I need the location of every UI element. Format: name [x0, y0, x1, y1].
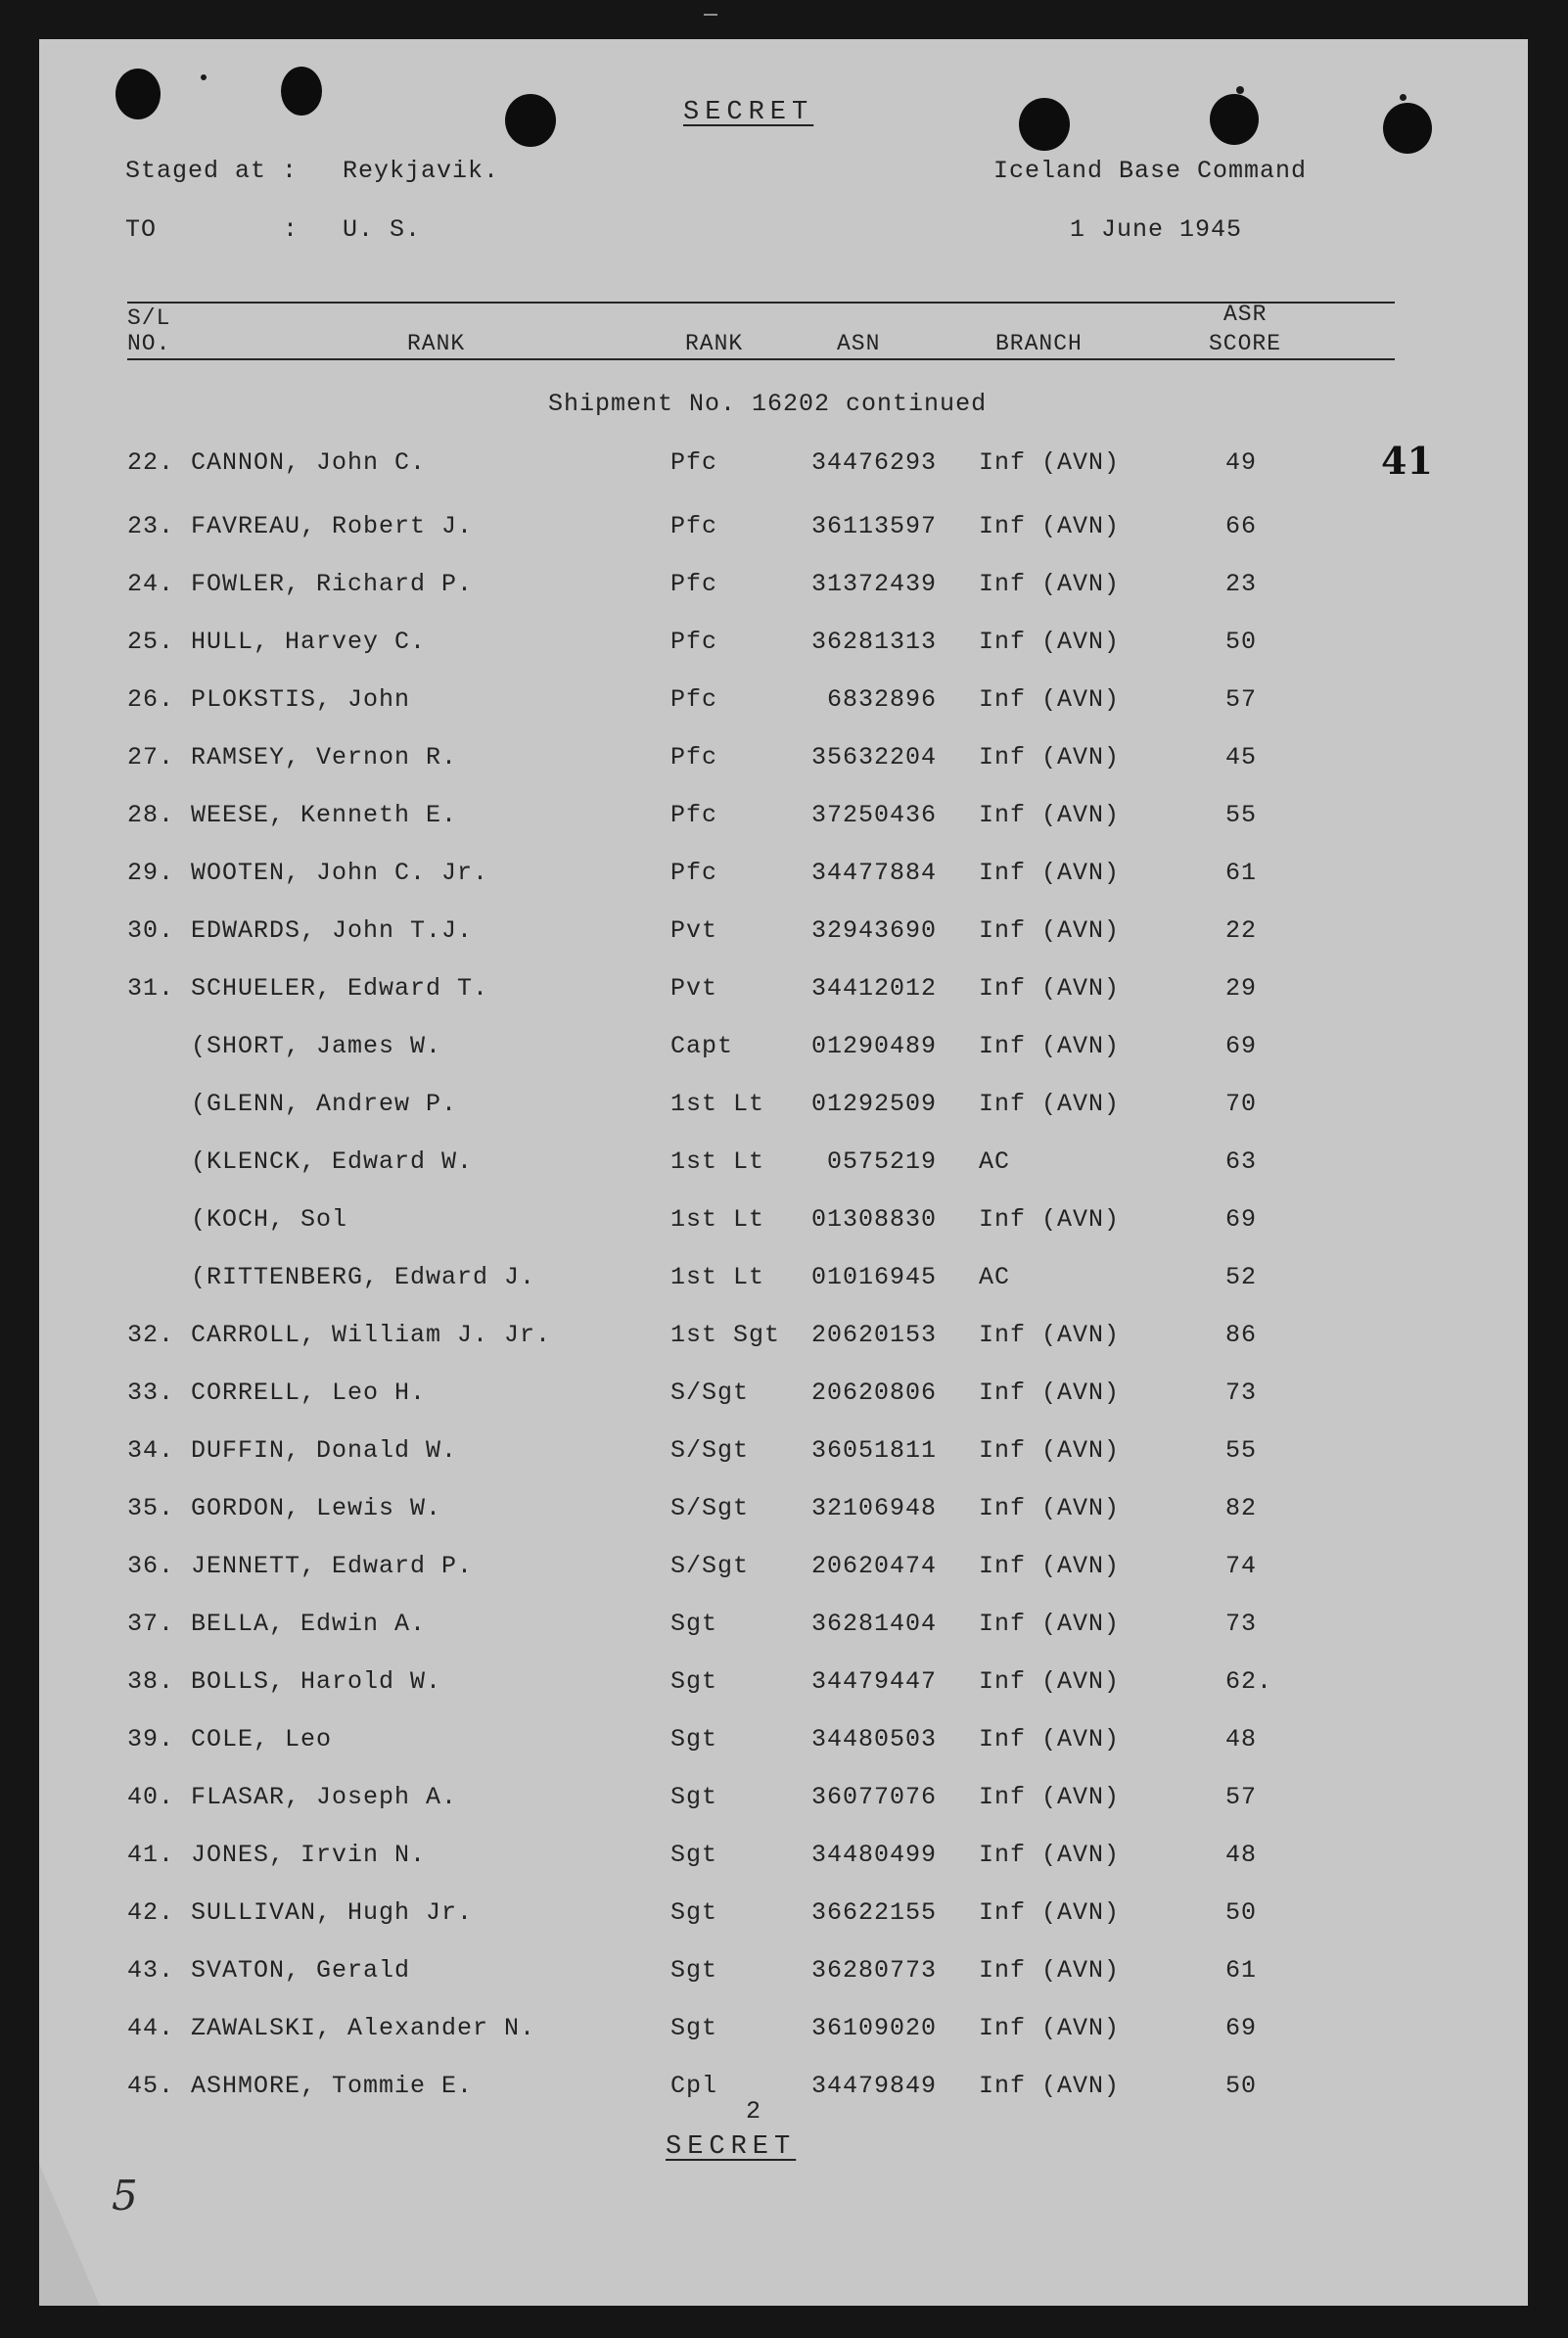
- row-branch: Inf (AVN): [979, 448, 1121, 477]
- shipment-line: Shipment No. 16202 continued: [548, 390, 988, 418]
- row-branch: Inf (AVN): [979, 1494, 1121, 1522]
- row-name: JONES, Irvin N.: [191, 1841, 427, 1869]
- row-name: FLASAR, Joseph A.: [191, 1783, 458, 1811]
- punch-hole: [115, 69, 161, 119]
- row-score: 86: [1225, 1321, 1258, 1349]
- row-score: 49: [1225, 448, 1258, 477]
- row-asn: 31372439: [810, 570, 937, 598]
- row-score: 57: [1225, 685, 1258, 714]
- row-number: 44.: [127, 2014, 175, 2042]
- ink-speck: [1400, 94, 1407, 101]
- handwritten-mark: 5: [112, 2172, 138, 2220]
- row-number: 41.: [127, 1841, 175, 1869]
- row-number: 26.: [127, 685, 175, 714]
- table-row: [39, 743, 1528, 782]
- row-asn: 36281313: [810, 628, 937, 656]
- punch-hole: [1019, 98, 1070, 151]
- row-asn: 36113597: [810, 512, 937, 540]
- row-branch: Inf (AVN): [979, 974, 1121, 1003]
- row-asn: 6832896: [826, 685, 937, 714]
- row-asn: 34477884: [810, 859, 937, 887]
- row-rank: Pfc: [670, 685, 718, 714]
- punch-hole: [1210, 94, 1259, 145]
- to-label: TO: [125, 215, 158, 244]
- row-asn: 0575219: [826, 1147, 937, 1176]
- row-branch: AC: [979, 1147, 1011, 1176]
- row-score: 23: [1225, 570, 1258, 598]
- row-name: DUFFIN, Donald W.: [191, 1436, 458, 1465]
- row-name: CORRELL, Leo H.: [191, 1379, 427, 1407]
- row-score: 29: [1225, 974, 1258, 1003]
- row-score: 48: [1225, 1841, 1258, 1869]
- row-score: 73: [1225, 1379, 1258, 1407]
- row-name: (GLENN, Andrew P.: [191, 1090, 458, 1118]
- row-rank: Pfc: [670, 743, 718, 772]
- staged-label: Staged at :: [125, 157, 299, 185]
- row-branch: Inf (AVN): [979, 512, 1121, 540]
- row-rank: Pfc: [670, 448, 718, 477]
- command-name: Iceland Base Command: [993, 157, 1308, 185]
- row-branch: Inf (AVN): [979, 1667, 1121, 1696]
- to-colon: :: [283, 215, 300, 244]
- col-asn-header: ASN: [837, 331, 881, 356]
- row-name: JENNETT, Edward P.: [191, 1552, 474, 1580]
- row-number: 40.: [127, 1783, 175, 1811]
- row-score: 62.: [1225, 1667, 1273, 1696]
- row-branch: Inf (AVN): [979, 2014, 1121, 2042]
- row-rank: Pfc: [670, 570, 718, 598]
- table-row: [39, 1956, 1528, 1995]
- row-rank: Capt: [670, 1032, 734, 1060]
- row-number: 22.: [127, 448, 175, 477]
- row-rank: Cpl: [670, 2072, 718, 2100]
- row-rank: S/Sgt: [670, 1379, 750, 1407]
- row-branch: Inf (AVN): [979, 916, 1121, 945]
- row-rank: 1st Lt: [670, 1147, 765, 1176]
- row-asn: 34479447: [810, 1667, 937, 1696]
- row-name: COLE, Leo: [191, 1725, 333, 1754]
- table-row: [39, 974, 1528, 1013]
- staged-value: Reykjavik.: [343, 157, 500, 185]
- margin-page-number: 41: [1381, 439, 1433, 483]
- row-name: SVATON, Gerald: [191, 1956, 411, 1985]
- table-row: [39, 628, 1528, 667]
- row-number: 30.: [127, 916, 175, 945]
- table-row: [39, 1436, 1528, 1475]
- row-name: (SHORT, James W.: [191, 1032, 442, 1060]
- row-number: 42.: [127, 1898, 175, 1927]
- row-branch: Inf (AVN): [979, 1841, 1121, 1869]
- table-row: [39, 916, 1528, 956]
- row-number: 43.: [127, 1956, 175, 1985]
- row-asn: 01292509: [810, 1090, 937, 1118]
- header-rule-bottom: [127, 358, 1395, 360]
- row-rank: Sgt: [670, 1610, 718, 1638]
- col-name-header: RANK: [407, 331, 466, 356]
- row-asn: 36109020: [810, 2014, 937, 2042]
- row-score: 61: [1225, 1956, 1258, 1985]
- table-row: [39, 1725, 1528, 1764]
- row-rank: Sgt: [670, 1783, 718, 1811]
- row-number: 29.: [127, 859, 175, 887]
- row-branch: Inf (AVN): [979, 1783, 1121, 1811]
- row-name: FAVREAU, Robert J.: [191, 512, 474, 540]
- row-name: CARROLL, William J. Jr.: [191, 1321, 552, 1349]
- row-rank: 1st Lt: [670, 1263, 765, 1291]
- row-score: 61: [1225, 859, 1258, 887]
- row-name: CANNON, John C.: [191, 448, 427, 477]
- row-branch: Inf (AVN): [979, 1898, 1121, 1927]
- row-name: RAMSEY, Vernon R.: [191, 743, 458, 772]
- row-asn: 01016945: [810, 1263, 937, 1291]
- table-row: [39, 1610, 1528, 1649]
- row-score: 50: [1225, 2072, 1258, 2100]
- row-asn: 36077076: [810, 1783, 937, 1811]
- row-name: FOWLER, Richard P.: [191, 570, 474, 598]
- row-branch: Inf (AVN): [979, 628, 1121, 656]
- classification-footer: SECRET: [666, 2132, 797, 2162]
- row-asn: 35632204: [810, 743, 937, 772]
- row-asn: 34480499: [810, 1841, 937, 1869]
- row-rank: Pfc: [670, 859, 718, 887]
- row-score: 50: [1225, 1898, 1258, 1927]
- row-asn: 32106948: [810, 1494, 937, 1522]
- row-asn: 34479849: [810, 2072, 937, 2100]
- ink-speck: [1236, 86, 1244, 94]
- row-rank: 1st Sgt: [670, 1321, 781, 1349]
- row-asn: 20620153: [810, 1321, 937, 1349]
- row-name: PLOKSTIS, John: [191, 685, 411, 714]
- table-row: [39, 2072, 1528, 2111]
- row-asn: 36281404: [810, 1610, 937, 1638]
- row-rank: Sgt: [670, 1725, 718, 1754]
- table-row: [39, 1263, 1528, 1302]
- row-branch: Inf (AVN): [979, 1090, 1121, 1118]
- row-score: 48: [1225, 1725, 1258, 1754]
- row-name: (KOCH, Sol: [191, 1205, 348, 1234]
- row-rank: Sgt: [670, 1667, 718, 1696]
- table-row: [39, 1379, 1528, 1418]
- row-branch: Inf (AVN): [979, 1725, 1121, 1754]
- table-row: [39, 448, 1528, 488]
- table-row: [39, 859, 1528, 898]
- row-branch: Inf (AVN): [979, 685, 1121, 714]
- row-branch: Inf (AVN): [979, 1956, 1121, 1985]
- table-row: [39, 1321, 1528, 1360]
- row-branch: Inf (AVN): [979, 1436, 1121, 1465]
- row-branch: Inf (AVN): [979, 1321, 1121, 1349]
- col-rank-header: RANK: [685, 331, 744, 356]
- row-asn: 36280773: [810, 1956, 937, 1985]
- row-rank: Pfc: [670, 628, 718, 656]
- col-score-line2: SCORE: [1209, 331, 1282, 356]
- row-score: 45: [1225, 743, 1258, 772]
- row-name: (KLENCK, Edward W.: [191, 1147, 474, 1176]
- col-score-line1: ASR: [1223, 302, 1268, 327]
- row-branch: AC: [979, 1263, 1011, 1291]
- page-number: 2: [746, 2097, 762, 2126]
- row-name: ZAWALSKI, Alexander N.: [191, 2014, 536, 2042]
- row-rank: S/Sgt: [670, 1494, 750, 1522]
- row-name: WOOTEN, John C. Jr.: [191, 859, 489, 887]
- row-number: 39.: [127, 1725, 175, 1754]
- row-number: 36.: [127, 1552, 175, 1580]
- row-score: 74: [1225, 1552, 1258, 1580]
- row-name: SCHUELER, Edward T.: [191, 974, 489, 1003]
- row-rank: 1st Lt: [670, 1205, 765, 1234]
- to-value: U. S.: [343, 215, 422, 244]
- row-asn: 34476293: [810, 448, 937, 477]
- row-branch: Inf (AVN): [979, 1032, 1121, 1060]
- row-name: BOLLS, Harold W.: [191, 1667, 442, 1696]
- row-rank: Pfc: [670, 512, 718, 540]
- row-branch: Inf (AVN): [979, 801, 1121, 829]
- row-score: 73: [1225, 1610, 1258, 1638]
- row-rank: Pfc: [670, 801, 718, 829]
- row-asn: 34412012: [810, 974, 937, 1003]
- row-asn: 36051811: [810, 1436, 937, 1465]
- row-rank: Sgt: [670, 2014, 718, 2042]
- row-branch: Inf (AVN): [979, 1379, 1121, 1407]
- row-score: 69: [1225, 2014, 1258, 2042]
- punch-hole: [505, 94, 556, 147]
- row-branch: Inf (AVN): [979, 570, 1121, 598]
- row-number: 35.: [127, 1494, 175, 1522]
- row-name: GORDON, Lewis W.: [191, 1494, 442, 1522]
- row-score: 22: [1225, 916, 1258, 945]
- row-score: 70: [1225, 1090, 1258, 1118]
- row-score: 69: [1225, 1205, 1258, 1234]
- row-rank: Pvt: [670, 916, 718, 945]
- table-row: [39, 1494, 1528, 1533]
- table-row: [39, 1667, 1528, 1707]
- row-branch: Inf (AVN): [979, 2072, 1121, 2100]
- row-score: 66: [1225, 512, 1258, 540]
- row-rank: Pvt: [670, 974, 718, 1003]
- row-asn: 20620474: [810, 1552, 937, 1580]
- row-score: 69: [1225, 1032, 1258, 1060]
- row-score: 55: [1225, 801, 1258, 829]
- row-branch: Inf (AVN): [979, 743, 1121, 772]
- row-branch: Inf (AVN): [979, 1610, 1121, 1638]
- header-rule-top: [127, 302, 1395, 304]
- punch-hole: [281, 67, 322, 116]
- row-asn: 01308830: [810, 1205, 937, 1234]
- ink-speck: [201, 74, 207, 80]
- row-number: 25.: [127, 628, 175, 656]
- table-row: [39, 1783, 1528, 1822]
- punch-hole: [1383, 103, 1432, 154]
- document-page: [39, 39, 1528, 2306]
- row-name: ASHMORE, Tommie E.: [191, 2072, 474, 2100]
- row-score: 82: [1225, 1494, 1258, 1522]
- row-rank: Sgt: [670, 1898, 718, 1927]
- row-number: 38.: [127, 1667, 175, 1696]
- table-row: [39, 570, 1528, 609]
- table-row: [39, 512, 1528, 551]
- row-asn: 32943690: [810, 916, 937, 945]
- table-row: [39, 1552, 1528, 1591]
- row-score: 55: [1225, 1436, 1258, 1465]
- table-row: [39, 801, 1528, 840]
- row-asn: 20620806: [810, 1379, 937, 1407]
- row-rank: S/Sgt: [670, 1552, 750, 1580]
- row-number: 28.: [127, 801, 175, 829]
- row-name: HULL, Harvey C.: [191, 628, 427, 656]
- row-score: 52: [1225, 1263, 1258, 1291]
- row-name: (RITTENBERG, Edward J.: [191, 1263, 536, 1291]
- row-number: 31.: [127, 974, 175, 1003]
- row-number: 34.: [127, 1436, 175, 1465]
- table-row: [39, 685, 1528, 725]
- row-name: EDWARDS, John T.J.: [191, 916, 474, 945]
- col-sl-line1: S/L: [127, 305, 171, 331]
- row-rank: Sgt: [670, 1956, 718, 1985]
- row-number: 45.: [127, 2072, 175, 2100]
- table-row: [39, 1147, 1528, 1187]
- document-date: 1 June 1945: [1070, 215, 1243, 244]
- scan-mark: [704, 14, 717, 16]
- row-asn: 36622155: [810, 1898, 937, 1927]
- row-name: SULLIVAN, Hugh Jr.: [191, 1898, 474, 1927]
- classification-header: SECRET: [683, 98, 814, 127]
- row-branch: Inf (AVN): [979, 859, 1121, 887]
- row-score: 50: [1225, 628, 1258, 656]
- row-number: 23.: [127, 512, 175, 540]
- col-branch-header: BRANCH: [995, 331, 1083, 356]
- row-number: 27.: [127, 743, 175, 772]
- row-rank: 1st Lt: [670, 1090, 765, 1118]
- row-number: 37.: [127, 1610, 175, 1638]
- row-number: 24.: [127, 570, 175, 598]
- row-asn: 01290489: [810, 1032, 937, 1060]
- table-row: [39, 1032, 1528, 1071]
- table-row: [39, 1898, 1528, 1938]
- row-score: 57: [1225, 1783, 1258, 1811]
- table-row: [39, 1090, 1528, 1129]
- row-rank: Sgt: [670, 1841, 718, 1869]
- table-row: [39, 1205, 1528, 1244]
- row-branch: Inf (AVN): [979, 1552, 1121, 1580]
- row-rank: S/Sgt: [670, 1436, 750, 1465]
- table-row: [39, 2014, 1528, 2053]
- col-sl-line2: NO.: [127, 331, 171, 356]
- row-asn: 37250436: [810, 801, 937, 829]
- row-number: 32.: [127, 1321, 175, 1349]
- row-asn: 34480503: [810, 1725, 937, 1754]
- row-score: 63: [1225, 1147, 1258, 1176]
- row-branch: Inf (AVN): [979, 1205, 1121, 1234]
- row-number: 33.: [127, 1379, 175, 1407]
- row-name: WEESE, Kenneth E.: [191, 801, 458, 829]
- table-row: [39, 1841, 1528, 1880]
- page-curl: [39, 2164, 100, 2306]
- row-name: BELLA, Edwin A.: [191, 1610, 427, 1638]
